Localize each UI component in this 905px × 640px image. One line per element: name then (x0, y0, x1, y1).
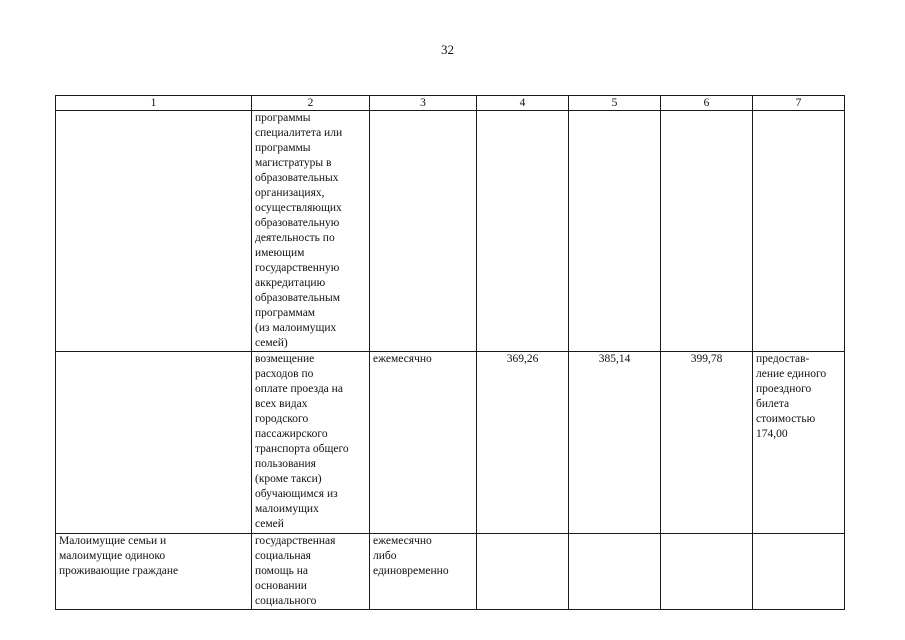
header-row (56, 96, 845, 111)
table-row (56, 534, 845, 610)
row3-value-5 (569, 534, 661, 610)
row3-measure: государственная социальная помощь на основании социального (252, 534, 370, 610)
page-number: 32 (441, 42, 454, 57)
row2-measure: возмещение расходов по оплате проезда на всех видах городского пассажирского транспорта общего пользования (кроме такси) обучающимся из малоимущих семей (252, 352, 370, 534)
row2-recipient (56, 352, 252, 534)
row2-value-4: 369,26 (477, 352, 569, 534)
row1-value-5 (569, 111, 661, 352)
row1-note (753, 111, 845, 352)
row3-value-4 (477, 534, 569, 610)
header-col-6: 6 (661, 96, 753, 111)
header-col-7: 7 (753, 96, 845, 111)
row3-note (753, 534, 845, 610)
header-col-3: 3 (370, 96, 477, 111)
row3-value-6 (661, 534, 753, 610)
row3-recipient: Малоимущие семьи и малоимущие одиноко проживающие граждане (56, 534, 252, 610)
row2-value-5: 385,14 (569, 352, 661, 534)
row1-value-4 (477, 111, 569, 352)
row3-frequency: ежемесячно либо единовременно (370, 534, 477, 610)
row2-frequency: ежемесячно (370, 352, 477, 534)
row1-value-6 (661, 111, 753, 352)
table-row (56, 111, 845, 352)
table-row (56, 352, 845, 534)
row2-note: предостав- ление единого проездного билета стоимостью 174,00 (753, 352, 845, 534)
benefits-table (55, 95, 845, 610)
row1-measure: программы специалитета или программы магистратуры в образовательных организациях, осуществляющих образовательную деятельность по имеющим государственную аккредитацию образовательным программам (из малоимущих семей) (252, 111, 370, 352)
header-col-1: 1 (56, 96, 252, 111)
row1-frequency (370, 111, 477, 352)
row2-value-6: 399,78 (661, 352, 753, 534)
row1-recipient (56, 111, 252, 352)
header-col-5: 5 (569, 96, 661, 111)
header-col-2: 2 (252, 96, 370, 111)
header-col-4: 4 (477, 96, 569, 111)
